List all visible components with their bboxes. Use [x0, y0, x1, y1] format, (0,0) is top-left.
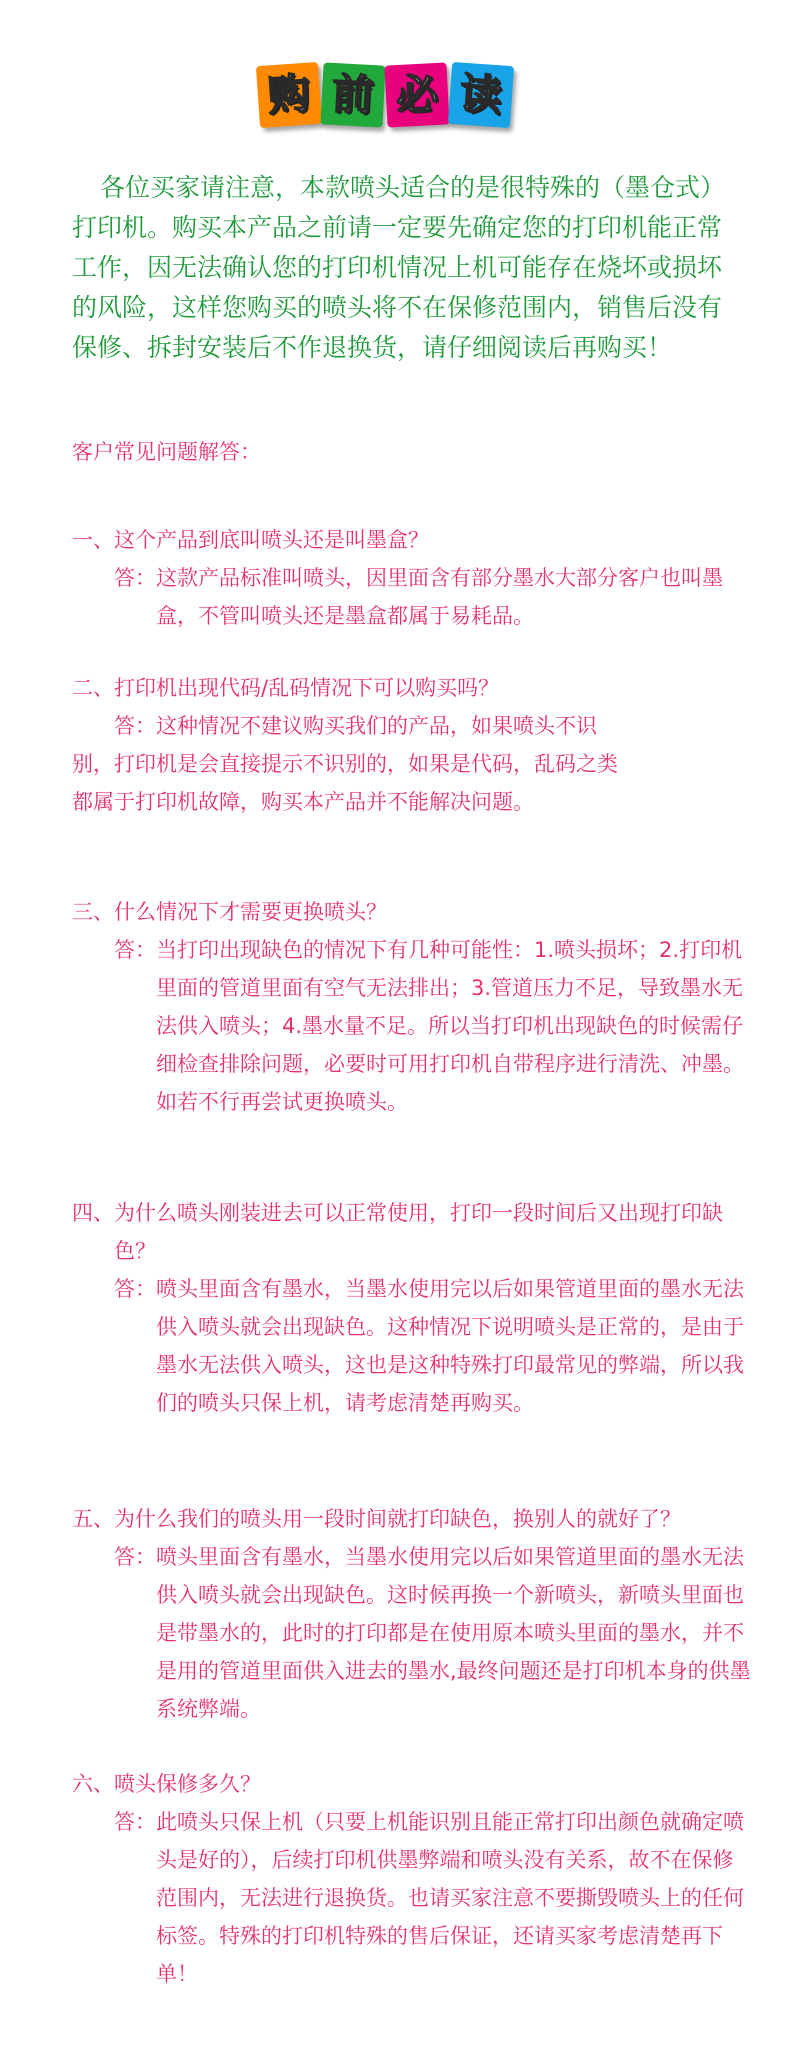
faq-item-4	[72, 1194, 752, 1422]
faq-heading: 客户常见问题解答：	[72, 440, 261, 464]
faq-question: 六、喷头保修多久？	[72, 1772, 261, 1796]
faq-item-1	[72, 521, 752, 635]
banner-title	[258, 58, 512, 136]
faq-answer: 答：喷头里面含有墨水，当墨水使用完以后如果管道里面的墨水无法供入喷头就会出现缺色。这种情况下说明喷头是正常的，是由于墨水无法供入喷头，这也是这种特殊打印最常见的弊端，所以我们的喷头只保上机，请考虑清楚再购买。	[114, 1277, 744, 1415]
faq-question: 二、打印机出现代码/乱码情况下可以购买吗？	[72, 676, 500, 700]
faq-item-2	[72, 669, 752, 821]
faq-item-3	[72, 893, 752, 1121]
faq-answer: 答：此喷头只保上机（只要上机能识别且能正常打印出颜色就确定喷头是好的），后续打印机供墨弊端和喷头没有关系，故不在保修范围内，无法进行退换货。也请买家注意不要撕毁喷头上的任何标签。特殊的打印机特殊的售后保证，还请买家考虑清楚再下单！	[114, 1810, 744, 1986]
banner-char-3: 必	[384, 62, 449, 127]
banner-char-4: 读	[448, 62, 514, 128]
faq-question: 三、什么情况下才需要更换喷头？	[72, 900, 387, 924]
faq-answer: 答：这种情况不建议购买我们的产品，如果喷头不识别，打印机是会直接提示不识别的，如果是代码，乱码之类都属于打印机故障，购买本产品并不能解决问题。	[72, 714, 618, 814]
faq-question: 五、为什么我们的喷头用一段时间就打印缺色，换别人的就好了？	[72, 1507, 681, 1531]
faq-item-6	[72, 1765, 752, 1993]
banner-char-2: 前	[320, 62, 385, 127]
notice-paragraph: 各位买家请注意，本款喷头适合的是很特殊的（墨仓式）打印机。购买本产品之前请一定要先确定您的打印机能正常工作，因无法确认您的打印机情况上机可能存在烧坏或损坏的风险，这样您购买的喷头将不在保修范围内，销售后没有保修、拆封安装后不作退换货，请仔细阅读后再购买！	[72, 173, 726, 362]
faq-answer: 答：这款产品标准叫喷头，因里面含有部分墨水大部分客户也叫墨盒，不管叫喷头还是墨盒都属于易耗品。	[114, 566, 723, 628]
faq-answer: 答：喷头里面含有墨水，当墨水使用完以后如果管道里面的墨水无法供入喷头就会出现缺色。这时候再换一个新喷头，新喷头里面也是带墨水的，此时的打印都是在使用原本喷头里面的墨水，并不是用的管道里面供入进去的墨水,最终问题还是打印机本身的供墨系统弊端。	[114, 1545, 751, 1721]
banner-char-1: 购	[256, 62, 322, 128]
faq-question: 四、为什么喷头刚装进去可以正常使用，打印一段时间后又出现打印缺色？	[72, 1201, 723, 1263]
faq-question: 一、这个产品到底叫喷头还是叫墨盒？	[72, 528, 429, 552]
faq-item-5	[72, 1500, 752, 1728]
faq-answer: 答：当打印出现缺色的情况下有几种可能性：1.喷头损坏；2.打印机里面的管道里面有空气无法排出；3.管道压力不足，导致墨水无法供入喷头；4.墨水量不足。所以当打印机出现缺色的时候需仔细检查排除问题，必要时可用打印机自带程序进行清洗、冲墨。如若不行再尝试更换喷头。	[114, 938, 744, 1114]
